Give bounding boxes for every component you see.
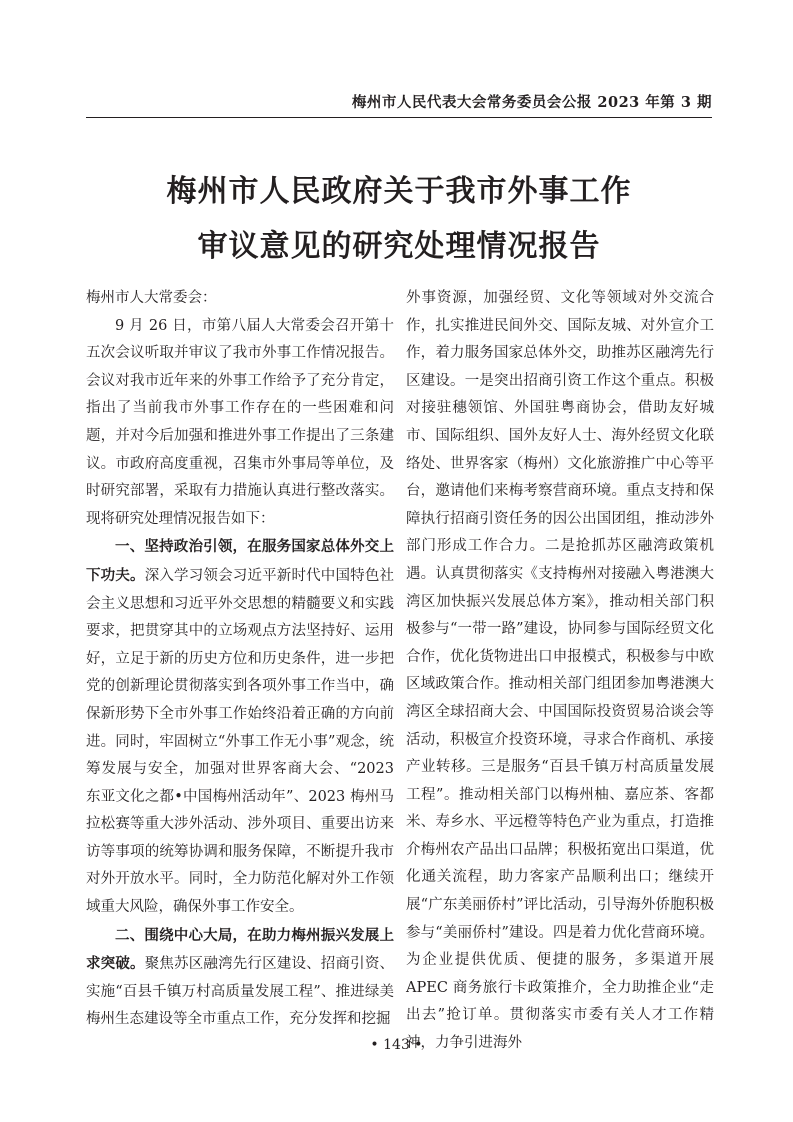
salutation: 梅州市人大常委会： [86, 290, 217, 306]
intro-paragraph: 9 月 26 日，市第八届人大常委会召开第十五次会议听取并审议了我市外事工作情况报告。会议对我市近年来的外事工作给予了充分肯定，指出了当前我市外事工作存在的一些困难和问题，并对今后加强和推进外事工作提出了三条建议。市政府高度重视，召集市外事局等单位，及时研究部署，采取有力措施认真进行整改落实。现将研究处理情况报告如下： [86, 317, 394, 527]
section-2-paragraph [86, 922, 394, 1034]
section-1-heading: 一、坚持政治引领，在服务国家总体外交上下功夫。 [86, 538, 394, 584]
title-line-1: 梅州市人民政府关于我市外事工作 [166, 174, 632, 209]
section-2-body-start: 聚焦苏区融湾先行区建设、招商引资、实施“百县千镇万村高质量发展工程”、推进绿美梅州生态建设等全市重点工作，充分发挥和挖掘 [86, 956, 395, 1028]
page-number: • 143 • [370, 1037, 423, 1053]
section-2-heading: 二、围绕中心大局，在助力梅州振兴发展上求突破。 [86, 926, 394, 973]
running-header: 梅州市人民代表大会常务委员会公报 2023 年第 3 期 [351, 94, 712, 111]
section-1-body: 深入学习领会习近平新时代中国特色社会主义思想和习近平外交思想的精髓要义和实践要求，把贯穿其中的立场观点方法坚持好、运用好，立足于新的历史方位和历史条件，进一步把党的创新理论贯彻落实到各项外事工作当中，确保新形势下全市外事工作始终沿着正确的方向前进。同时，牢固树立“外事工作无小事”观念，统筹发展与安全，加强对世界客商大会、“2023 东亚文化之都•中国梅州活动年”、2023 梅州马拉松赛等重大涉外活动、涉外项目、重要出访来访等事项的统筹协调和服务保障，不断提升我市对外开放水平。同时，全力防范化解对外工作领域重大风险，确保外事工作安全。 [86, 567, 395, 916]
title-line-2: 审议意见的研究处理情况报告 [197, 229, 601, 264]
section-2-body-continued: 外事资源，加强经贸、文化等领域对外交流合作，扎实推进民间外交、国际友城、对外宣介工作，着力服务国家总体外交，助推苏区融湾先行区建设。一是突出招商引资工作这个重点。积极对接驻穗领馆、外国驻粤商协会，借助友好城市、国际组织、国外友好人士、海外经贸文化联络处、世界客家（梅州）文化旅游推广中心等平台，邀请他们来梅考察营商环境。重点支持和保障执行招商引资任务的因公出国团组，推动涉外部门形成工作合力。二是抢抓苏区融湾政策机遇。认真贯彻落实《支持梅州对接融入粤港澳大湾区加快振兴发展总体方案》，推动相关部门积极参与“一带一路”建设，协同参与国际经贸文化合作，优化货物进出口申报模式，积极参与中欧区域政策合作。推动相关部门组团参加粤港澳大湾区全球招商大会、中国国际投资贸易洽谈会等活动，积极宣介投资环境，寻求合作商机、承接产业转移。三是服务“百县千镇万村高质量发展工程”。推动相关部门以梅州柚、嘉应茶、客都米、寿乡水、平远橙等特色产业为重点，打造推介梅州农产品出口品牌；积极拓宽出口渠道，优化通关流程，助力客家产品顺利出口；继续开展“广东美丽侨村”评比活动，引导海外侨胞积极参与“美丽侨村”建设。四是着力优化营商环境。为企业提供优质、便捷的服务，多渠道开展 APEC 商务旅行卡政策推介，全力助推企业“走出去”抢订单。贯彻落实市委有关人才工作精神，力争引进海外 [406, 290, 714, 1052]
document-title [86, 164, 712, 274]
header-rule [86, 117, 712, 118]
left-column [86, 285, 394, 1034]
right-column [406, 285, 714, 1058]
section-1-paragraph [86, 533, 394, 921]
